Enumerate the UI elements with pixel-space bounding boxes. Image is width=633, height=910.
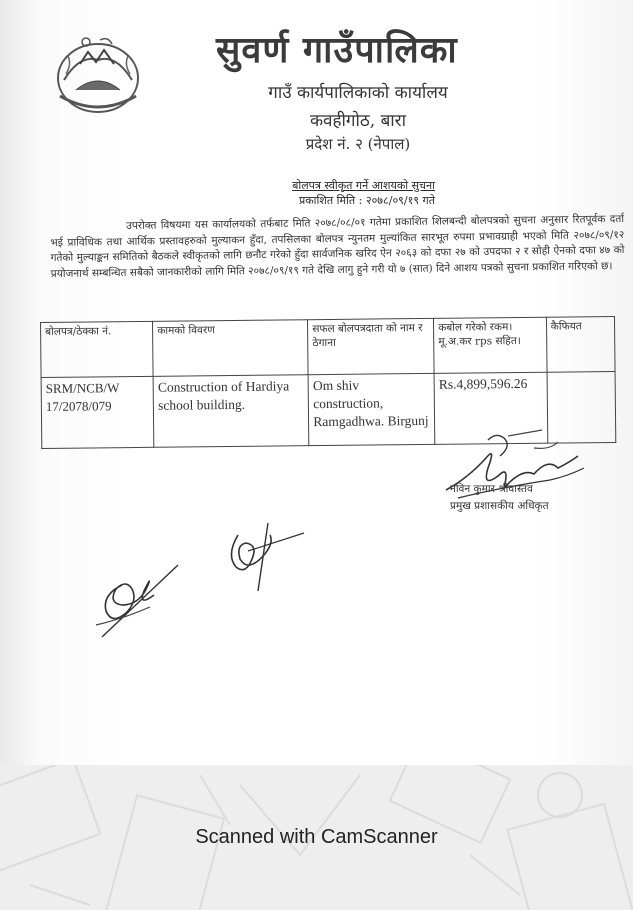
office-location: कवहीगोठ, बारा — [309, 111, 407, 131]
header-remarks: कैफियत — [546, 316, 615, 372]
signature-member-1-icon — [92, 555, 182, 645]
notice-body: उपरोक्त विषयमा यस कार्यालयको तर्फबाट मिति २०७८/०८/०१ गतेमा प्रकाशित शिलबन्दी बोलपत्रको सुचना अनुसार रितपूर्वक दर्ता भई प्राविधिक तथा आर्थिक प्रस्तावहरुको मुल्याकन हुँदा, तपसिलका बोलपत्र न्युनतम मुल्यांकित सारभूत रुपमा प्रभावग्राही भएको मिति २०७८/०९/१२ गतेको मुल्याङ्कन समितिको बैठकले स्वीकृतको लागि छनौट गरेको हुँदा सार्वजनिक खरिद ऐन २०६३ को दफा २७ को उपदफा २ र सोही ऐनको दफा ४७ को प्रयोजनार्थ सम्बन्धित सबैको जानकारीको लागि मिति २०७८/०९/१९ गते देखि लागु हुने गरी यो ७ (सात) दिने आशय पत्रको सुचना प्रकाशित गरिएको छ। — [50, 212, 625, 280]
cell-description: Construction of Hardiya school building. — [153, 375, 309, 448]
cell-bidder: Om shiv construction, Ramgadhwa. Birgunj — [308, 373, 435, 445]
signatory-block — [450, 481, 600, 515]
office-name: गाउँ कार्यपालिकाको कार्यालय — [268, 83, 448, 103]
notice-date: प्रकाशित मिति : २०७८/०९/१९ गते — [298, 194, 435, 207]
header-description: कामको विवरण — [153, 320, 309, 377]
header-bidder: सफल बोलपत्रदाता को नाम र ठेगाना — [308, 318, 434, 374]
province-line: प्रदेश नं. २ (नेपाल) — [305, 135, 411, 153]
header-amount: कबोल गरेको रकम। मू.अ.कर rps सहित। — [434, 317, 547, 373]
table-header-row — [41, 316, 616, 377]
cell-contract-no: SRM/NCB/W 17/2078/079 — [41, 376, 154, 448]
municipality-title: सुवर्ण गाउँपालिका — [216, 29, 458, 71]
scanner-watermark: Scanned with CamScanner — [195, 826, 438, 848]
notice-title: बोलपत्र स्वीकृत गर्ने आशयको सुचना — [292, 179, 435, 192]
government-emblem-icon — [50, 34, 146, 116]
signature-member-2-icon — [218, 515, 308, 595]
cell-amount: Rs.4,899,596.26 — [434, 372, 547, 444]
signatory-designation: प्रमुख प्रशासकीय अधिकृत — [450, 500, 549, 512]
header-contract-no: बोलपत्र/ठेक्का नं. — [41, 321, 154, 377]
signatory-name: नविन कुमार श्रीवास्तव — [450, 483, 533, 495]
